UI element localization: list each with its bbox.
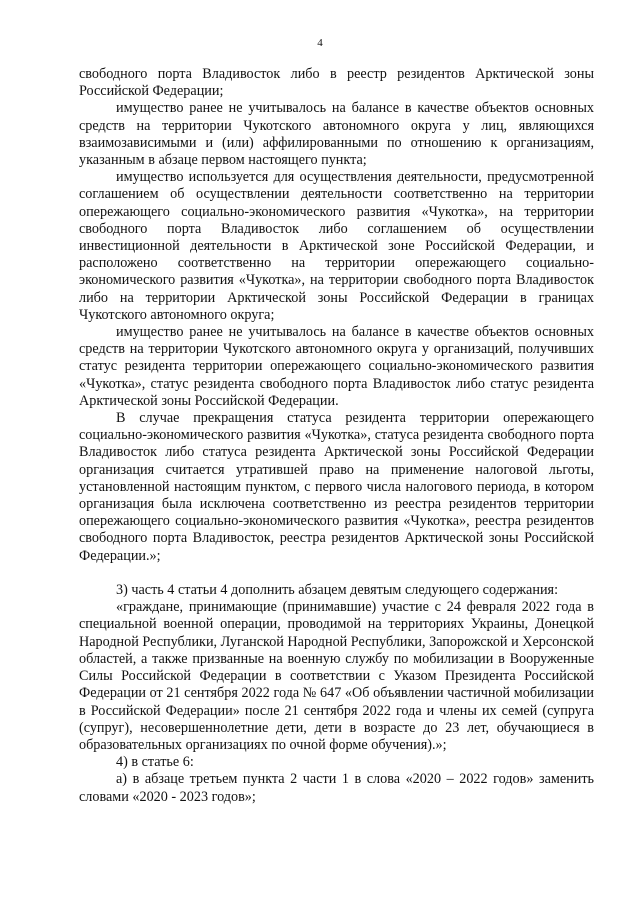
page-number: 4 bbox=[317, 37, 323, 49]
document-body bbox=[79, 66, 594, 806]
paragraph: 3) часть 4 статьи 4 дополнить абзацем девятым следующего содержания: bbox=[116, 582, 559, 599]
paragraph: имущество ранее не учитывалось на балансе в качестве объектов основных средств на территории Чукотского автономного округа у организаций, получивших статус резидента территории опережающего социально-экономического развития «Чукотка», статус резидента свободного порта Владивосток либо статус резидента Арктической зоны Российской Федерации. bbox=[79, 324, 594, 409]
paragraph: свободного порта Владивосток либо в реестр резидентов Арктической зоны Российской Федерации; bbox=[79, 66, 594, 100]
paragraph: имущество используется для осуществления деятельности, предусмотренной соглашением об осуществлении деятельности соответственно на территории опережающего социально-экономического развития «Чукотка», на территории свободного порта Владивосток либо соглашением об осуществлении инвестиционной деятельности в Арктической зоне Российской Федерации, и расположено соответственно на территории опережающего социально-экономического развития «Чукотка», на территории свободного порта Владивосток либо на территории Арктической зоны Российской Федерации в границах Чукотского автономного округа; bbox=[79, 169, 594, 323]
paragraph: «граждане, принимающие (принимавшие) участие с 24 февраля 2022 года в специальной военной операции, проводимой на территориях Украины, Донецкой Народной Республики, Луганской Народной Республики, Запорожской и Херсонской областей, а также призванные на военную службу по мобилизации в Вооруженные Силы Российской Федерации в соответствии с Указом Президента Российской Федерации от 21 сентября 2022 года № 647 «Об объявлении частичной мобилизации в Российской Федерации» после 21 сентября 2022 года и члены их семей (супруга (супруг), несовершеннолетние дети, дети в возрасте до 23 лет, обучающиеся в образовательных организациях по очной форме обучения).»; bbox=[79, 599, 594, 753]
paragraph: 4) в статье 6: bbox=[116, 754, 194, 771]
paragraph: В случае прекращения статуса резидента территории опережающего социально-экономического развития «Чукотка», статуса резидента свободного порта Владивосток либо статуса резидента Арктической зоны Российской Федерации организация считается утратившей право на применение налоговой льготы, установленной настоящим пунктом, с первого числа налогового периода, в котором организация была исключена соответственно из реестра резидентов территории опережающего социально-экономического развития «Чукотка», реестра резидентов свободного порта Владивосток, реестра резидентов Арктической зоны Российской Федерации.»; bbox=[79, 410, 594, 564]
paragraph: имущество ранее не учитывалось на балансе в качестве объектов основных средств на территории Чукотского автономного округа у лиц, являющихся взаимозависимыми и (или) аффилированными по отношению к организациям, указанным в абзаце первом настоящего пункта; bbox=[79, 100, 594, 169]
paragraph: а) в абзаце третьем пункта 2 части 1 в слова «2020 – 2022 годов» заменить словами «2020 - 2023 годов»; bbox=[79, 771, 594, 805]
